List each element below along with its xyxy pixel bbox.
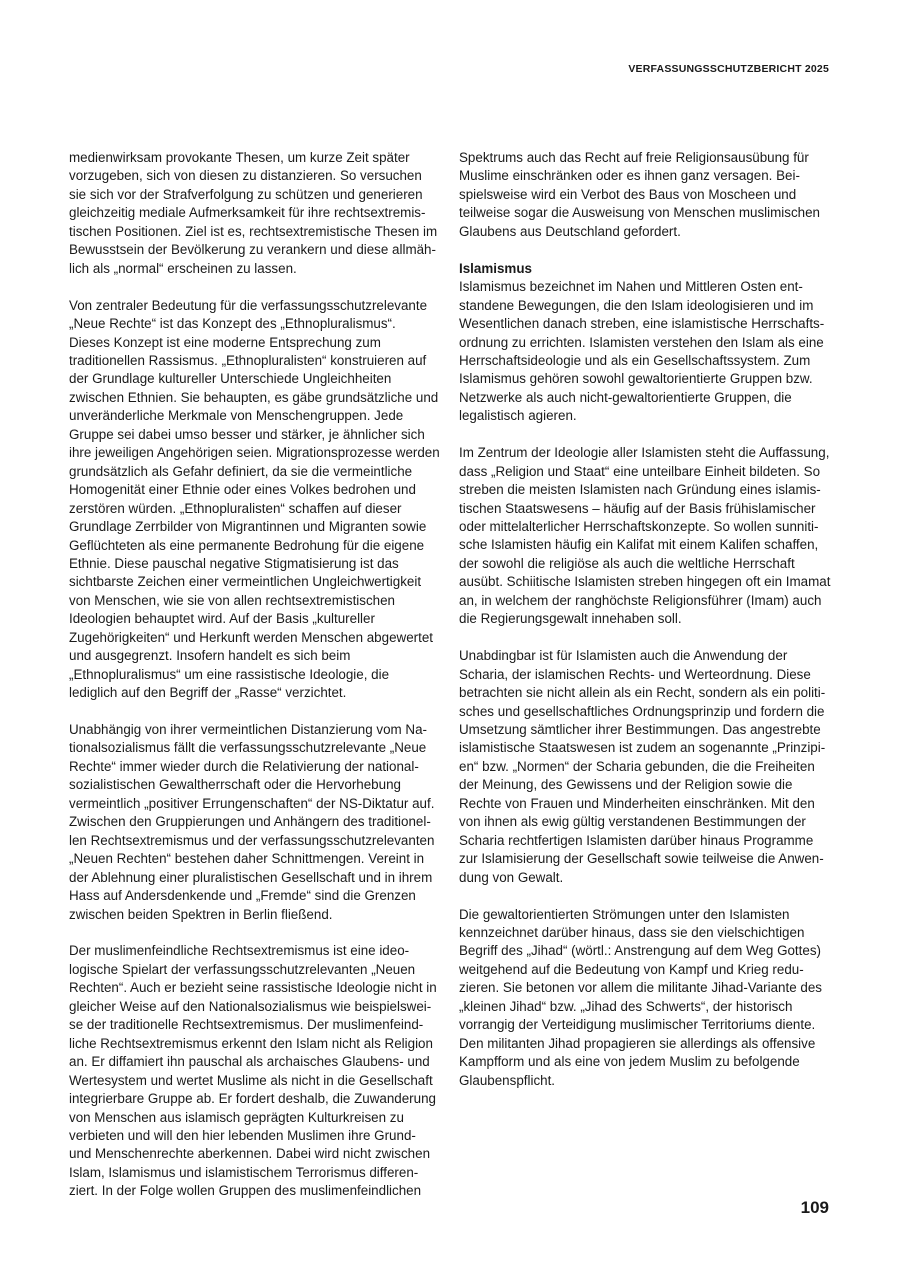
paragraph: Der muslimenfeindliche Rechtsextremismus ist eine ideologische Spielart der verfassungsschutzrelevanten „Neuen Rechten“. Auch er bezieht seine rassistische Ideologie nicht in gleicher Weise auf den Nationalsozialismus wie beispielsweise der traditionelle Rechtsextremismus. Der muslimenfeindliche Rechtsextremismus erkennt den Islam nicht als Religion an. Er diffamiert ihn pauschal als archaisches Glaubens- und Wertesystem und wertet Muslime als nicht in die Gesellschaft integrierbare Gruppe ab. Er fordert deshalb, die Zuwanderung von Menschen aus islamisch geprägten Kulturkreisen zu verbieten und will den hier lebenden Muslimen ihre Grund- und Menschenrechte aberkennen. Dabei wird nicht zwischen Islam, Islamismus und islamistischem Terrorismus differenziert. In der Folge wollen Gruppen des muslimenfeindlichen: [69, 943, 437, 1199]
paragraph: Spektrums auch das Recht auf freie Religionsausübung für Muslime einschränken oder es ihnen ganz versagen. Beispielsweise wird ein Verbot des Baus von Moscheen und teilweise sogar die Ausweisung von Menschen muslimischen Glaubens aus Deutschland gefordert.: [459, 150, 820, 239]
paragraph: Im Zentrum der Ideologie aller Islamisten steht die Auffassung, dass „Religion und Staat“ eine unteilbare Einheit bildeten. So streben die meisten Islamisten nach Gründung eines islamistischen Staatswesens – häufig auf der Basis frühislamischer oder mittelalterlicher Herrschaftskonzepte. So wollen sunnitische Islamisten häufig ein Kalifat mit einem Kalifen schaffen, der sowohl die religiöse als auch die weltliche Herrschaft ausübt. Schiitische Islamisten streben hingegen oft ein Imamat an, in welchem der ranghöchste Religionsführer (Imam) auch die Regierungsgewalt innehaben soll.: [459, 445, 831, 627]
paragraph: medienwirksam provokante Thesen, um kurze Zeit später vorzugeben, sich von diesen zu distanzieren. So versuchen sie sich vor der Strafverfolgung zu schützen und generieren gleichzeitig mediale Aufmerksamkeit für ihre rechtsextremistischen Positionen. Ziel ist es, rechtsextremistische Thesen im Bewusstsein der Bevölkerung zu verankern und diese allmählich als „normal“ erscheinen zu lassen.: [69, 150, 438, 276]
section-heading: Islamismus: [459, 260, 532, 276]
paragraph: Islamismus bezeichnet im Nahen und Mittleren Osten entstandene Bewegungen, die den Islam ideologisieren und im Wesentlichen danach streben, eine islamistische Herrschaftsordnung zu errichten. Islamisten verstehen den Islam als eine Herrschaftsideologie und als ein Gesellschaftssystem. Zum Islamismus gehören sowohl gewaltorientierte Gruppen bzw. Netzwerke als auch nicht-gewaltorientierte Gruppen, die legalistisch agieren.: [459, 279, 825, 424]
left-column: [69, 149, 440, 1219]
paragraph: Unabhängig von ihrer vermeintlichen Distanzierung vom Nationalsozialismus fällt die verfassungsschutzrelevante „Neue Rechte“ immer wieder durch die Relativierung der nationalsozialistischen Gewaltherrschaft oder die Hervorhebung vermeintlich „positiver Errungenschaften“ der NS-Diktatur auf. Zwischen den Gruppierungen und Anhängern des traditionellen Rechtsextremismus und der verfassungsschutzrelevanten „Neuen Rechten“ bestehen daher Schnittmengen. Vereint in der Ablehnung einer pluralistischen Gesellschaft und in ihrem Hass auf Andersdenkende und „Fremde“ sind die Grenzen zwischen beiden Spektren in Berlin fließend.: [69, 722, 435, 922]
right-column: [459, 149, 834, 1108]
paragraph: Von zentraler Bedeutung für die verfassungsschutzrelevante „Neue Rechte“ ist das Konzept des „Ethnopluralismus“. Dieses Konzept ist eine moderne Entsprechung zum traditionellen Rassismus. „Ethnopluralisten“ konstruieren auf der Grundlage kultureller Unterschiede Ungleichheiten zwischen Ethnien. Sie behaupten, es gäbe grundsätzliche und unveränderliche Merkmale von Menschengruppen. Jede Gruppe sei dabei umso besser und stärker, je ähnlicher sich ihre jeweiligen Angehörigen seien. Migrationsprozesse werden grundsätzlich als Gefahr definiert, da sie die vermeintliche Homogenität einer Ethnie oder eines Volkes bedrohen und zerstören würden. „Ethnopluralisten“ schaffen auf dieser Grundlage Zerrbilder von Migrantinnen und Migranten sowie Geflüchteten als eine permanente Bedrohung für die eigene Ethnie. Diese pauschal negative Stigmatisierung ist das sichtbarste Zeichen einer vermeintlichen Ungleichwertigkeit von Menschen, wie sie von allen rechtsextremistischen Ideologien behauptet wird. Auf der Basis „kultureller Zugehörigkeiten“ und Herkunft werden Menschen abgewertet und ausgegrenzt. Insofern handelt es sich beim „Ethnopluralismus“ um eine rassistische Ideologie, die lediglich auf den Begriff der „Rasse“ verzichtet.: [69, 297, 440, 701]
paragraph: Unabdingbar ist für Islamisten auch die Anwendung der Scharia, der islamischen Rechts- und Werteordnung. Diese betrachten sie nicht allein als ein Recht, sondern als ein politisches und gesellschaftliches Ordnungsprinzip und fordern die Umsetzung sämtlicher ihrer Bestimmungen. Das angestrebte islamistische Staatswesen ist zudem an sogenannte „Prinzipien“ bzw. „Normen“ der Scharia gebunden, die die Freiheiten der Meinung, des Gewissens und der Religion sowie die Rechte von Frauen und Minderheiten einschränken. Mit den von ihnen als ewig gültig verstandenen Bestimmungen der Scharia rechtfertigen Islamisten darüber hinaus Programme zur Islamisierung der Gesellschaft sowie teilweise die Anwendung von Gewalt.: [459, 648, 826, 885]
paragraph: Die gewaltorientierten Strömungen unter den Islamisten kennzeichnet darüber hinaus, dass sie den vielschichtigen Begriff des „Jihad“ (wörtl.: Anstrengung auf dem Weg Gottes) weitgehend auf die Bedeutung von Kampf und Krieg reduzieren. Sie betonen vor allem die militante Jihad-Variante des „kleinen Jihad“ bzw. „Jihad des Schwerts“, der historisch vorrangig der Verteidigung muslimischer Territoriums diente. Den militanten Jihad propagieren sie allerdings als offensive Kampfform und als eine von jedem Muslim zu befolgende Glaubenspflicht.: [459, 906, 822, 1088]
page-number: 109: [800, 1198, 829, 1217]
running-header: VERFASSUNGSSCHUTZBERICHT 2025: [628, 63, 829, 75]
